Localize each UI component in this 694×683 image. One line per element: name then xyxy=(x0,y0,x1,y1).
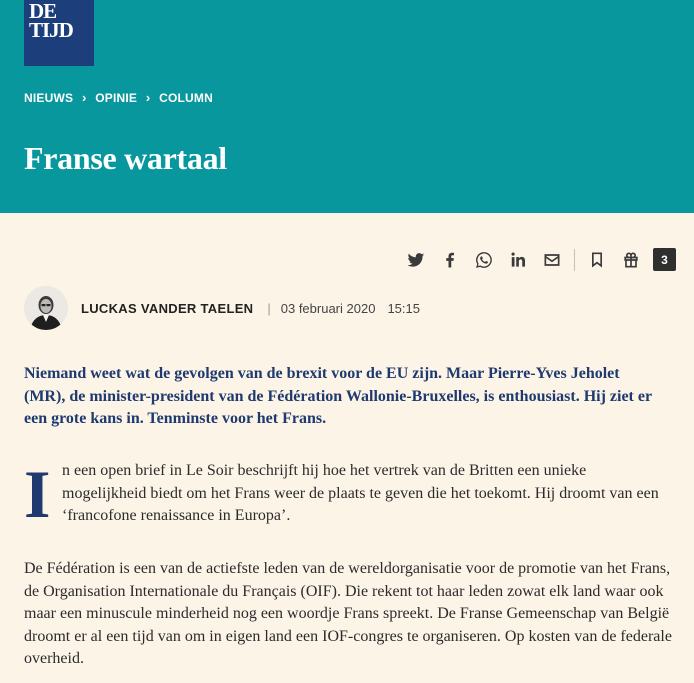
article-lead: Niemand weet wat de gevolgen van de brexit voor de EU zijn. Maar Pierre-Yves Jeholet (MR), de minister-president van de Fédération Wallonie-Bruxelles, is enthousiast. Hij ziet er een grote kans in. Tenminste voor het Frans. xyxy=(24,365,652,427)
avatar[interactable] xyxy=(24,286,68,330)
de-tijd-logo[interactable] xyxy=(24,0,94,66)
article-paragraph-2: De Fédération is een van de actiefste leden van de wereldorganisatie voor de promotie van het Frans, de Organisation Internationale du Français (OIF). Die rekent tot haar leden zowat elk land waar ook maar een minuscule minderheid nog een woordje Frans spreekt. De Franse Gemeenschap van België droomt er al een tijd van om in eigen land een IOF-congres te organiseren. Op kosten van de federale overheid. xyxy=(24,560,672,667)
chevron-right-icon: › xyxy=(81,90,87,105)
site-header xyxy=(0,0,694,213)
meta-separator: | xyxy=(267,300,271,316)
gift-count-badge[interactable]: 3 xyxy=(653,248,676,271)
breadcrumb-item-opinie[interactable]: OPINIE xyxy=(95,90,138,105)
breadcrumb-item-column[interactable]: COLUMN xyxy=(159,90,213,105)
publish-time: 15:15 xyxy=(387,300,420,316)
twitter-icon[interactable] xyxy=(404,249,428,271)
author-row xyxy=(24,286,420,330)
drop-cap: I xyxy=(24,456,51,532)
publish-meta xyxy=(281,301,420,316)
breadcrumb-item-nieuws[interactable]: NIEUWS xyxy=(24,90,74,105)
linkedin-icon[interactable] xyxy=(506,249,530,271)
bookmark-icon[interactable] xyxy=(585,249,609,271)
logo-line-1: DE xyxy=(29,0,57,23)
chevron-right-icon: › xyxy=(145,90,151,105)
whatsapp-icon[interactable] xyxy=(472,249,496,271)
breadcrumb xyxy=(24,90,213,105)
share-bar xyxy=(394,248,676,271)
logo-line-2: TIJD xyxy=(29,18,73,42)
facebook-icon[interactable] xyxy=(438,249,462,271)
page-title: Franse wartaal xyxy=(24,140,227,176)
gift-icon[interactable] xyxy=(619,249,643,271)
mail-icon[interactable] xyxy=(540,249,564,271)
paragraph-1-text: n een open brief in Le Soir beschrijft hij hoe het vertrek van de Britten een unieke mogelijkheid biedt om het Frans weer de plaats te geven die het toekomt. Hij droomt van een ‘francofone renaissance in Europa’. xyxy=(62,462,659,524)
author-name[interactable]: LUCKAS VANDER TAELEN xyxy=(81,300,254,316)
article-paragraph-1 xyxy=(24,456,674,532)
share-divider xyxy=(574,249,575,271)
publish-date: 03 februari 2020 xyxy=(280,300,376,316)
